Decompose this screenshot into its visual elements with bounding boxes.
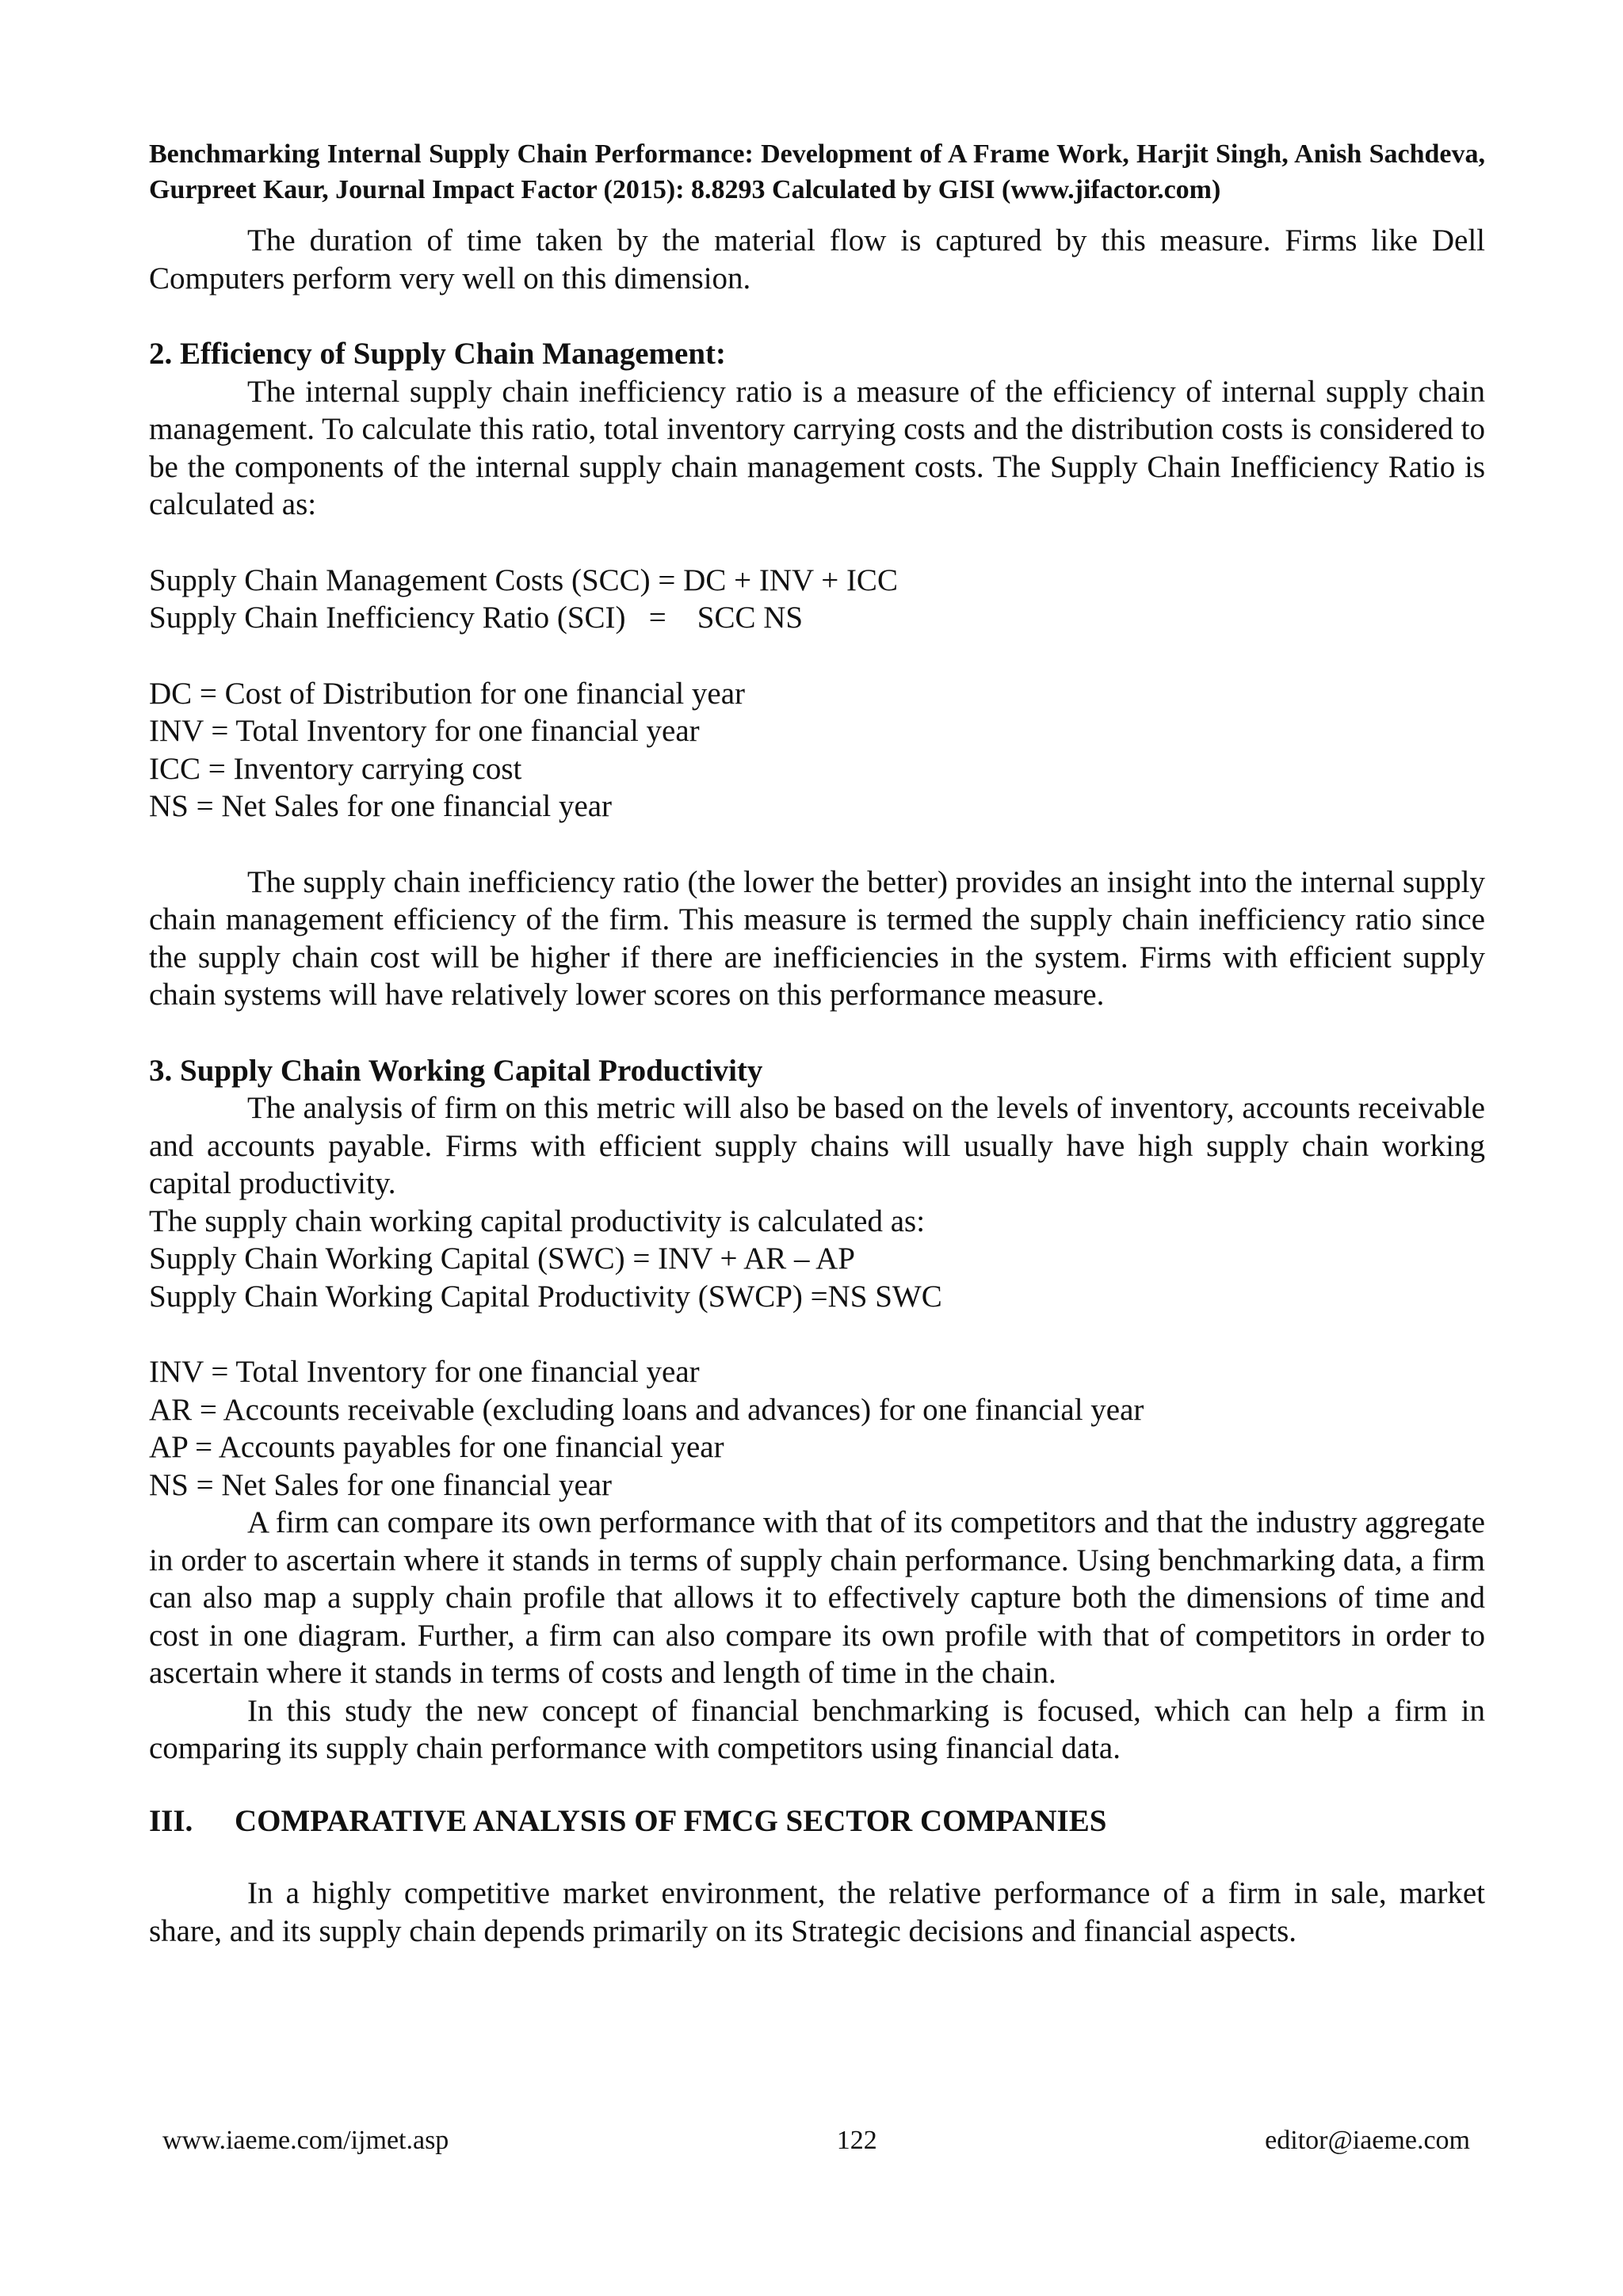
section-title: COMPARATIVE ANALYSIS OF FMCG SECTOR COMPANIES	[235, 1803, 1107, 1838]
section-heading-working-capital: 3. Supply Chain Working Capital Productivity	[149, 1053, 763, 1088]
paragraph-working-capital-1: The analysis of firm on this metric will also be based on the levels of inventory, accounts receivable and accounts payable. Firms with efficient supply chains will usually have high supply chain working capital productivity.	[149, 1091, 1485, 1200]
paragraph-working-capital-2: The supply chain working capital productivity is calculated as:	[149, 1203, 926, 1238]
paragraph-efficiency-2: The supply chain inefficiency ratio (the lower the better) provides an insight into the internal supply chain management efficiency of the firm. This measure is termed the supply chain inefficiency ratio since the supply chain cost will be higher if there are inefficiencies in the system. Firms with efficient supply chain systems will have relatively lower scores on this performance measure.	[149, 864, 1485, 1012]
footer-website: www.iaeme.com/ijmet.asp	[162, 2126, 449, 2155]
definition-ar: AR = Accounts receivable (excluding loans and advances) for one financial year	[149, 1392, 1144, 1427]
paragraph-intro: The duration of time taken by the material flow is captured by this measure. Firms like Dell Computers perform very well on this dimension.	[149, 223, 1485, 296]
page-footer	[162, 2125, 1470, 2157]
paragraph-working-capital-4: In this study the new concept of financial benchmarking is focused, which can help a firm in comparing its supply chain performance with competitors using financial data.	[149, 1693, 1485, 1765]
definition-ns-2: NS = Net Sales for one financial year	[149, 1467, 613, 1502]
equation-scc: Supply Chain Management Costs (SCC) = DC + INV + ICC	[149, 563, 898, 597]
footer-page-number: 122	[836, 2126, 877, 2155]
definition-inv-2: INV = Total Inventory for one financial year	[149, 1355, 700, 1389]
page-content	[149, 136, 1485, 1950]
section-number: III.	[149, 1803, 193, 1838]
section-heading-comparative-analysis	[149, 1802, 1485, 1840]
definition-icc: ICC = Inventory carrying cost	[149, 751, 522, 786]
definition-dc: DC = Cost of Distribution for one financial year	[149, 676, 746, 711]
paragraph-working-capital-3: A firm can compare its own performance with that of its competitors and that the industry aggregate in order to ascertain where it stands in terms of supply chain performance. Using benchmarking data, a firm can also map a supply chain profile that allows it to effectively capture both the dimensions of time and cost in one diagram. Further, a firm can also compare its own profile with that of competitors in order to ascertain where it stands in terms of costs and length of time in the chain.	[149, 1505, 1485, 1690]
equation-swcp: Supply Chain Working Capital Productivity (SWCP) =NS SWC	[149, 1279, 942, 1314]
definition-inv: INV = Total Inventory for one financial year	[149, 714, 700, 748]
equation-sci: Supply Chain Inefficiency Ratio (SCI) = SCC NS	[149, 601, 804, 635]
section-heading-efficiency: 2. Efficiency of Supply Chain Management:	[149, 337, 727, 371]
running-header: Benchmarking Internal Supply Chain Performance: Development of A Frame Work, Harjit Singh, Anish Sachdeva, Gurpreet Kaur, Journal Impact Factor (2015): 8.8293 Calculated by GISI (www.jifactor.com)	[149, 139, 1485, 204]
paragraph-efficiency-1: The internal supply chain inefficiency ratio is a measure of the efficiency of internal supply chain management. To calculate this ratio, total inventory carrying costs and the distribution costs is considered to be the components of the internal supply chain management costs. The Supply Chain Inefficiency Ratio is calculated as:	[149, 374, 1485, 521]
definition-ns: NS = Net Sales for one financial year	[149, 789, 613, 823]
definition-ap: AP = Accounts payables for one financial year	[149, 1430, 724, 1464]
equation-swc: Supply Chain Working Capital (SWC) = INV + AR – AP	[149, 1241, 855, 1276]
footer-email: editor@iaeme.com	[1265, 2126, 1470, 2155]
paragraph-comparative-1: In a highly competitive market environment, the relative performance of a firm in sale, market share, and its supply chain depends primarily on its Strategic decisions and financial aspects.	[149, 1876, 1485, 1948]
